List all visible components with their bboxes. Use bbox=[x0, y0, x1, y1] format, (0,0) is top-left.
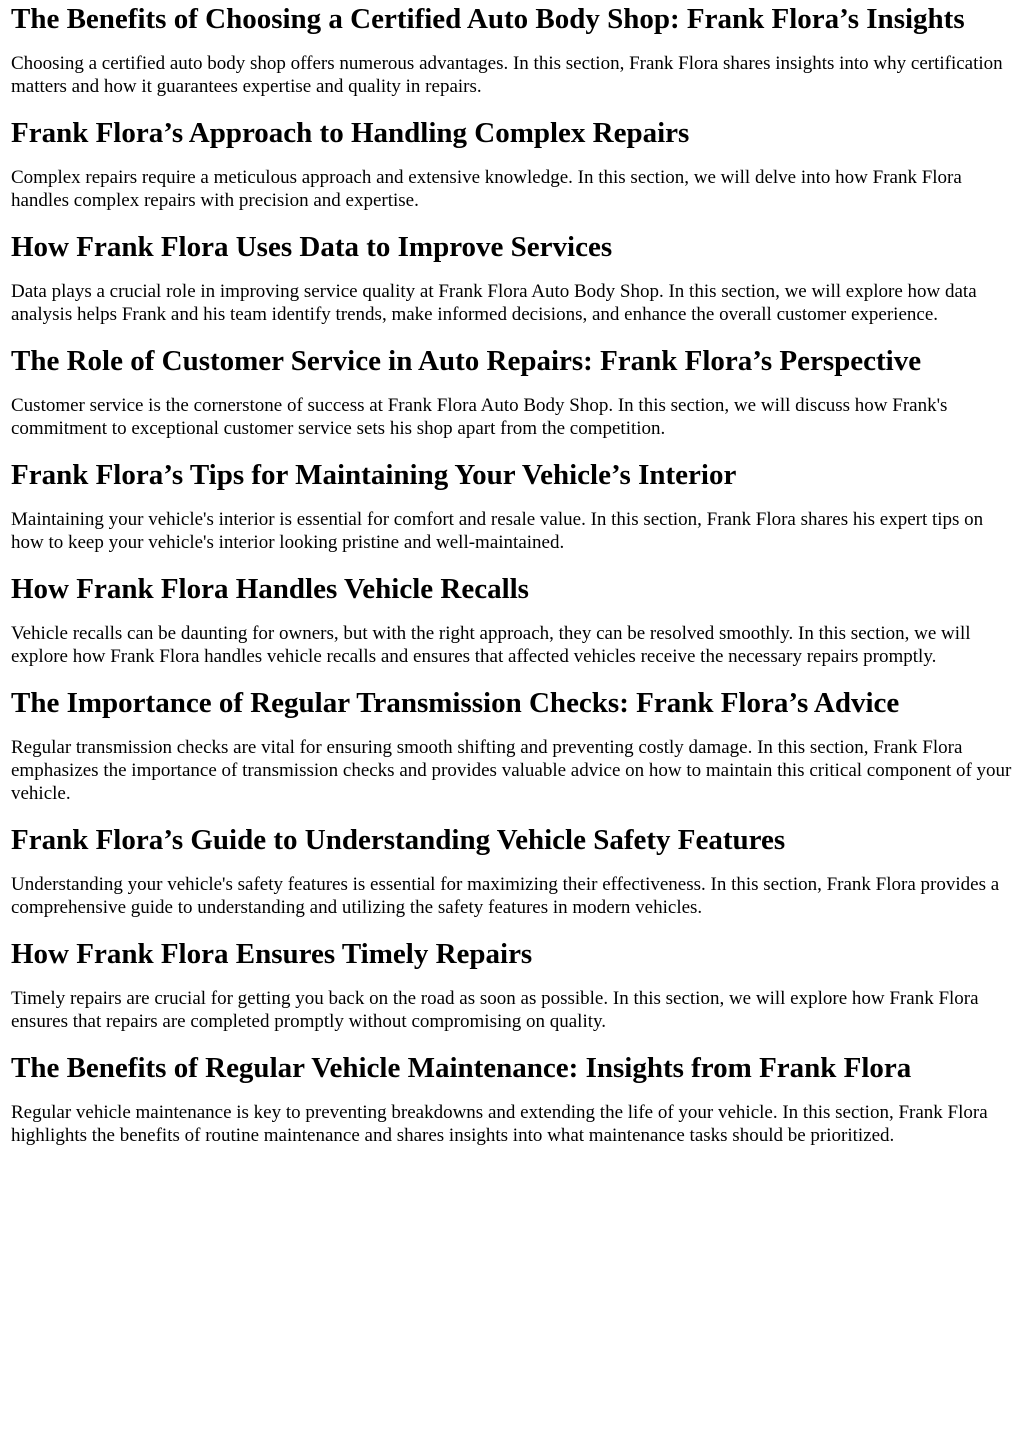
section-body: Regular transmission checks are vital for ensuring smooth shifting and preventing costly damage. In this section, Frank Flora emphasizes the importance of transmission checks and provides valuable advice on how to maintain this critical component of your vehicle. bbox=[11, 737, 1012, 804]
section-body: Data plays a crucial role in improving service quality at Frank Flora Auto Body Shop. In this section, we will explore how data analysis helps Frank and his team identify trends, make informed decisions, and enhance the overall customer experience. bbox=[11, 281, 977, 325]
section-body: Complex repairs require a meticulous approach and extensive knowledge. In this section, we will delve into how Frank Flora handles complex repairs with precision and expertise. bbox=[11, 167, 962, 211]
section-heading: The Importance of Regular Transmission Checks: Frank Flora’s Advice bbox=[11, 687, 900, 719]
section-vehicle-recalls bbox=[11, 572, 1013, 668]
section-body: Choosing a certified auto body shop offers numerous advantages. In this section, Frank Flora shares insights into why certification matters and how it guarantees expertise and quality in repairs. bbox=[11, 53, 1003, 97]
section-timely-repairs bbox=[11, 937, 1013, 1033]
section-complex-repairs bbox=[11, 116, 1013, 212]
section-regular-maintenance bbox=[11, 1051, 1013, 1147]
section-heading: How Frank Flora Handles Vehicle Recalls bbox=[11, 573, 529, 605]
section-safety-features bbox=[11, 823, 1013, 919]
section-body: Understanding your vehicle's safety features is essential for maximizing their effectiveness. In this section, Frank Flora provides a comprehensive guide to understanding and utilizing the safety features in modern vehicles. bbox=[11, 874, 1000, 918]
section-interior-tips bbox=[11, 458, 1013, 554]
section-customer-service bbox=[11, 344, 1013, 440]
section-heading: Frank Flora’s Approach to Handling Complex Repairs bbox=[11, 117, 690, 149]
section-heading: The Benefits of Choosing a Certified Auto Body Shop: Frank Flora’s Insights bbox=[11, 3, 965, 35]
section-data-services bbox=[11, 230, 1013, 326]
section-heading: How Frank Flora Ensures Timely Repairs bbox=[11, 938, 533, 970]
section-heading: Frank Flora’s Tips for Maintaining Your Vehicle’s Interior bbox=[11, 459, 737, 491]
article bbox=[0, 2, 1024, 1147]
section-heading: The Benefits of Regular Vehicle Maintenance: Insights from Frank Flora bbox=[11, 1052, 912, 1084]
section-heading: Frank Flora’s Guide to Understanding Vehicle Safety Features bbox=[11, 824, 786, 856]
section-heading: How Frank Flora Uses Data to Improve Services bbox=[11, 231, 613, 263]
section-transmission-checks bbox=[11, 686, 1013, 805]
section-body: Timely repairs are crucial for getting you back on the road as soon as possible. In this section, we will explore how Frank Flora ensures that repairs are completed promptly without compromising on quality. bbox=[11, 988, 979, 1032]
section-certified-shop bbox=[11, 2, 1013, 98]
section-body: Customer service is the cornerstone of success at Frank Flora Auto Body Shop. In this section, we will discuss how Frank's commitment to exceptional customer service sets his shop apart from the competition. bbox=[11, 395, 948, 439]
section-body: Vehicle recalls can be daunting for owners, but with the right approach, they can be resolved smoothly. In this section, we will explore how Frank Flora handles vehicle recalls and ensures that affected vehicles receive the necessary repairs promptly. bbox=[11, 623, 971, 667]
section-heading: The Role of Customer Service in Auto Repairs: Frank Flora’s Perspective bbox=[11, 345, 922, 377]
section-body: Maintaining your vehicle's interior is essential for comfort and resale value. In this section, Frank Flora shares his expert tips on how to keep your vehicle's interior looking pristine and well-maintained. bbox=[11, 509, 984, 553]
section-body: Regular vehicle maintenance is key to preventing breakdowns and extending the life of your vehicle. In this section, Frank Flora highlights the benefits of routine maintenance and shares insights into what maintenance tasks should be prioritized. bbox=[11, 1102, 988, 1146]
